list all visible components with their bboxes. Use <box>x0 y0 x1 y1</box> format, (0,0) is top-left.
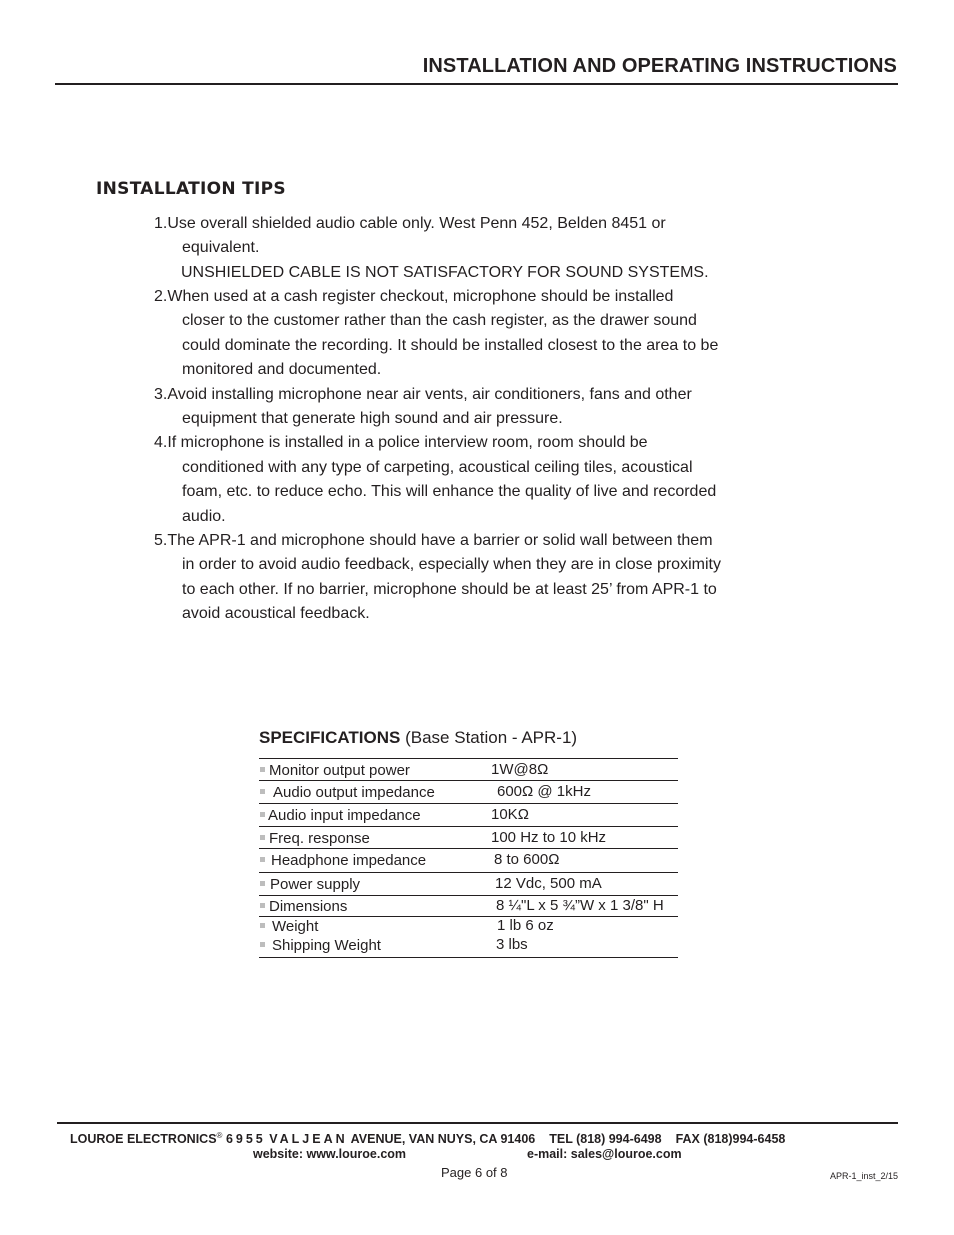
tip-2-line-3: could dominate the recording. It should be installed closest to the area to be <box>182 337 719 354</box>
specifications-title <box>259 728 577 748</box>
spec-rule <box>259 803 678 804</box>
tip-4-line-4: audio. <box>182 508 226 525</box>
spec-value: 8 ¼"L x 5 ¾”W x 1 3/8" H <box>496 897 664 914</box>
registered-mark: ® <box>216 1131 223 1140</box>
spec-row <box>259 828 678 848</box>
spec-label: Dimensions <box>269 898 348 915</box>
page-title: INSTALLATION AND OPERATING INSTRUCTIONS <box>422 55 897 77</box>
footer-divider <box>57 1122 898 1124</box>
bullet-icon <box>260 835 265 840</box>
spec-value: 8 to 600Ω <box>494 851 560 868</box>
tip-4-line-1: 4.If microphone is installed in a police interview room, room should be <box>154 434 648 451</box>
tip-1-line-1: 1.Use overall shielded audio cable only. West Penn 452, Belden 8451 or <box>154 215 666 232</box>
tip-5-line-4: avoid acoustical feedback. <box>182 605 370 622</box>
tip-4-line-2: conditioned with any type of carpeting, acoustical ceiling tiles, acoustical <box>182 459 693 476</box>
bullet-icon <box>260 789 265 794</box>
footer-fax: FAX (818)994-6458 <box>675 1132 786 1147</box>
installation-tips-heading: INSTALLATION TIPS <box>96 179 286 199</box>
spec-row <box>259 805 678 825</box>
spec-label: Shipping Weight <box>272 937 381 954</box>
page-number: Page 6 of 8 <box>441 1165 508 1180</box>
bullet-icon <box>260 903 265 908</box>
spec-label: Headphone impedance <box>271 852 427 869</box>
footer-company: LOUROE ELECTRONICS <box>70 1132 217 1147</box>
footer-street-name: VALJEAN <box>269 1132 348 1147</box>
spec-label: Freq. response <box>269 830 370 847</box>
bullet-icon <box>260 881 265 886</box>
footer-city: AVENUE, VAN NUYS, CA 91406 <box>350 1132 536 1147</box>
tip-3-line-2: equipment that generate high sound and air pressure. <box>182 410 563 427</box>
spec-rule <box>259 957 678 958</box>
spec-rule <box>259 758 678 759</box>
specifications-title-subtitle: (Base Station - APR-1) <box>400 728 578 747</box>
tip-1-line-2: equivalent. <box>182 239 260 256</box>
spec-label: Power supply <box>270 876 361 893</box>
tip-5-line-1: 5.The APR-1 and microphone should have a barrier or solid wall between them <box>154 532 713 549</box>
footer-website: website: www.louroe.com <box>253 1147 407 1161</box>
spec-row <box>259 874 678 894</box>
tip-5-line-3: to each other. If no barrier, microphone should be at least 25’ from APR-1 to <box>182 581 717 598</box>
spec-label: Audio input impedance <box>268 807 421 824</box>
bullet-icon <box>260 923 265 928</box>
specifications-title-bold: SPECIFICATIONS <box>259 728 401 747</box>
tip-2-line-2: closer to the customer rather than the cash register, as the drawer sound <box>182 312 697 329</box>
spec-value: 3 lbs <box>496 936 528 953</box>
spec-value: 100 Hz to 10 kHz <box>491 829 607 846</box>
spec-value: 10KΩ <box>491 806 529 823</box>
spec-rule <box>259 848 678 849</box>
spec-value: 12 Vdc, 500 mA <box>495 875 602 892</box>
spec-rule <box>259 780 678 781</box>
tip-1-warning: UNSHIELDED CABLE IS NOT SATISFACTORY FOR SOUND SYSTEMS. <box>181 264 709 281</box>
header-divider <box>55 83 898 85</box>
spec-row <box>259 916 678 936</box>
spec-row <box>259 935 678 955</box>
footer-address <box>70 1131 785 1146</box>
bullet-icon <box>260 857 265 862</box>
footer-street-number: 6955 <box>225 1132 266 1147</box>
spec-rule <box>259 826 678 827</box>
bullet-icon <box>260 767 265 772</box>
tip-4-line-3: foam, etc. to reduce echo. This will enhance the quality of live and recorded <box>182 483 717 500</box>
spec-label: Weight <box>272 918 319 935</box>
spec-row <box>259 760 678 780</box>
spec-value: 600Ω @ 1kHz <box>497 783 591 800</box>
spec-row <box>259 896 678 916</box>
bullet-icon <box>260 942 265 947</box>
spec-rule <box>259 872 678 873</box>
spec-row <box>259 850 678 870</box>
footer-email: e-mail: sales@louroe.com <box>527 1147 682 1161</box>
bullet-icon <box>260 812 265 817</box>
spec-value: 1 lb 6 oz <box>497 917 554 934</box>
tip-3-line-1: 3.Avoid installing microphone near air vents, air conditioners, fans and other <box>154 386 692 403</box>
tip-2-line-1: 2.When used at a cash register checkout, microphone should be installed <box>154 288 674 305</box>
spec-row <box>259 782 678 802</box>
tip-5-line-2: in order to avoid audio feedback, especially when they are in close proximity <box>182 556 721 573</box>
spec-label: Audio output impedance <box>273 784 435 801</box>
spec-value: 1W@8Ω <box>491 761 549 778</box>
footer-tel: TEL (818) 994-6498 <box>549 1132 662 1147</box>
tip-2-line-4: monitored and documented. <box>182 361 382 378</box>
document-code: APR-1_inst_2/15 <box>829 1171 898 1181</box>
spec-label: Monitor output power <box>269 762 410 779</box>
